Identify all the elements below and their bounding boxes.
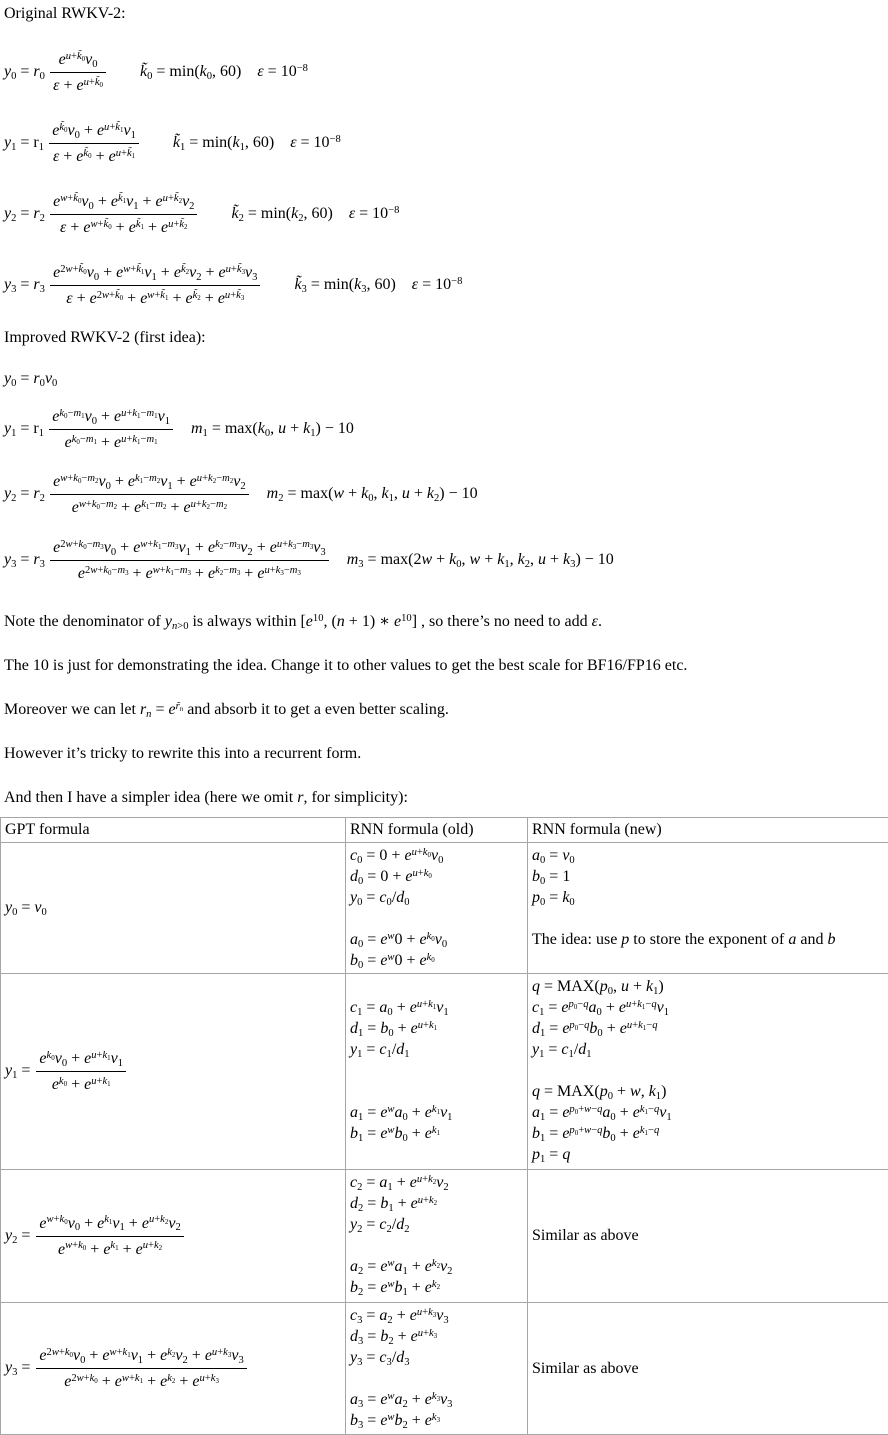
formula-original-y3: $y_3 = r_3$ $\frac{e^{2w+k̃_0}v_0 + e^{w+k̃_1}v_1 + e^{k̃_2}v_2 + e^{u+k̃_3}v_3}{\varepsilon + e^{2w+k̃_0} + e^{w+k̃_1} + e^{k̃_2} + e^{u+k̃_3}}$ $k̃_3 = \min(k_3$, 60) $\varepsilon = 10^{-8}$ bbox=[0, 261, 888, 310]
formula-line: $d_2 = b_1 + e^{u+k_2}$ bbox=[350, 1193, 523, 1214]
cell-old-y3 bbox=[346, 1303, 528, 1435]
formula-original-y2: $y_2 = r_2$ $\frac{e^{w+k̃_0}v_0 + e^{k̃_1}v_1 + e^{u+k̃_2}v_2}{\varepsilon + e^{w+k̃_0} + e^{k̃_1} + e^{u+k̃_2}}$ $k̃_2 = \min(k_2$, 60) $\varepsilon = 10^{-8}$ bbox=[0, 190, 888, 239]
formula-line: $d_1 = e^{p_0-q}b_0 + e^{u+k_1-q}$ bbox=[532, 1018, 884, 1039]
formula-improved-y3: $y_3 = r_3$ $\frac{e^{2w+k_0-m_3}v_0 + e^{w+k_1-m_3}v_1 + e^{k_2-m_3}v_2 + e^{u+k_3-m_3}v_3}{e^{2w+k_0-m_3} + e^{w+k_1-m_3} + e^{k_2-m_3} + e^{u+k_3-m_3}}$ $m_3 = \max(2w + k_0$, $w + k_1$, $k_2$, $u + k_3) - 10$ bbox=[0, 536, 888, 585]
header-gpt-formula: GPT formula bbox=[1, 818, 346, 843]
cell-old-y0 bbox=[346, 843, 528, 974]
formula-line: $a_3 = e^wa_2 + e^{k_3}v_3$ bbox=[350, 1389, 523, 1410]
formula-improved-y1: $y_1 = r_1$ $\frac{e^{k_0-m_1}v_0 + e^{u+k_1-m_1}v_1}{e^{k_0-m_1} + e^{u+k_1-m_1}}$ $m_1 = \max(k_0$, $u + k_1) - 10$ bbox=[0, 405, 888, 454]
formula-line bbox=[532, 1060, 884, 1081]
formula-line: $c_1 = a_0 + e^{u+k_1}v_1$ bbox=[350, 997, 523, 1018]
header-rnn-formula-old: RNN formula (old) bbox=[346, 818, 528, 843]
section-title-improved: Improved RWKV-2 (first idea): bbox=[0, 327, 888, 348]
cell-new-y0 bbox=[528, 843, 888, 974]
cell-old-y2 bbox=[346, 1170, 528, 1303]
formula-line: $d_1 = b_0 + e^{u+k_1}$ bbox=[350, 1018, 523, 1039]
formula-line bbox=[350, 1081, 523, 1102]
formula-line: $a_1 = e^{p_0+w-q}a_0 + e^{k_1-q}v_1$ bbox=[532, 1102, 884, 1123]
cell-new-y2: Similar as above bbox=[528, 1170, 888, 1303]
formula-line: $b_1 = e^{p_0+w-q}b_0 + e^{k_1-q}$ bbox=[532, 1123, 884, 1144]
table-row-y2 bbox=[1, 1170, 888, 1303]
table-row-y1 bbox=[1, 974, 888, 1170]
cell-gpt-y2: $y_2$ = $\frac{e^{w+k_0}v_0 + e^{k_1}v_1 + e^{u+k_2}v_2}{e^{w+k_0} + e^{k_1} + e^{u+k_2}}$ bbox=[1, 1170, 346, 1303]
formula-line bbox=[350, 1235, 523, 1256]
formula-line: $a_0 = e^w0 + e^{k_0}v_0$ bbox=[350, 929, 523, 950]
table-row-y3 bbox=[1, 1303, 888, 1435]
table-row-y0 bbox=[1, 843, 888, 974]
formula-improved-y2: $y_2 = r_2$ $\frac{e^{w+k_0-m_2}v_0 + e^{k_1-m_2}v_1 + e^{u+k_2-m_2}v_2}{e^{w+k_0-m_2} + e^{k_1-m_2} + e^{u+k_2-m_2}}$ $m_2 = \max(w + k_0$, $k_1$, $u + k_2) - 10$ bbox=[0, 470, 888, 519]
formula-line: $c_0 = 0 + e^{u+k_0}v_0$ bbox=[350, 845, 523, 866]
comparison-table bbox=[0, 817, 888, 1435]
note-denominator: Note the denominator of $y_{n>0}$ is always within [$e^{10}$, (n + 1) ∗ $e^{10}$] , so there’s no need to add ε. bbox=[0, 611, 888, 632]
formula-line: $y_3 = c_3/d_3$ bbox=[350, 1347, 523, 1368]
cell-gpt-y3: $y_3$ = $\frac{e^{2w+k_0}v_0 + e^{w+k_1}v_1 + e^{k_2}v_2 + e^{u+k_3}v_3}{e^{2w+k_0} + e^{w+k_1} + e^{k_2} + e^{u+k_3}}$ bbox=[1, 1303, 346, 1435]
formula-line: $a_0 = v_0$ bbox=[532, 845, 884, 866]
formula-line: $y_1 = c_1/d_1$ bbox=[532, 1039, 884, 1060]
formula-line: $p_1 = q$ bbox=[532, 1144, 884, 1165]
note-simpler-idea: And then I have a simpler idea (here we omit r, for simplicity): bbox=[0, 787, 888, 808]
formula-line: $b_3 = e^wb_2 + e^{k_3}$ bbox=[350, 1410, 523, 1431]
header-rnn-formula-new: RNN formula (new) bbox=[528, 818, 888, 843]
formula-line: $y_0 = c_0/d_0$ bbox=[350, 887, 523, 908]
formula-line: $c_3 = a_2 + e^{u+k_3}v_3$ bbox=[350, 1305, 523, 1326]
formula-line: $p_0 = k_0$ bbox=[532, 887, 884, 908]
formula-line: The idea: use p to store the exponent of a and b bbox=[532, 929, 884, 950]
formula-line: $b_0 = 1$ bbox=[532, 866, 884, 887]
formula-line bbox=[532, 908, 884, 929]
cell-old-y1 bbox=[346, 974, 528, 1170]
formula-line bbox=[350, 1060, 523, 1081]
formula-original-y1: $y_1 = r_1$ $\frac{e^{k̃_0}v_0 + e^{u+k̃_1}v_1}{\varepsilon + e^{k̃_0} + e^{u+k̃_1}}$ $k̃_1 = \min(k_1$, 60) $\varepsilon = 10^{-8}$ bbox=[0, 119, 888, 168]
formula-line: $q = MAX(p_0 + w$, $k_1$) bbox=[532, 1081, 884, 1102]
formula-line bbox=[350, 908, 523, 929]
cell-new-y3: Similar as above bbox=[528, 1303, 888, 1435]
formula-line: $d_0 = 0 + e^{u+k_0}$ bbox=[350, 866, 523, 887]
note-recurrent-form: However it’s tricky to rewrite this into a recurrent form. bbox=[0, 743, 888, 764]
section-title-original: Original RWKV-2: bbox=[0, 3, 888, 24]
formula-line: $c_2 = a_1 + e^{u+k_2}v_2$ bbox=[350, 1172, 523, 1193]
table-header-row bbox=[1, 818, 888, 843]
formula-line: $a_2 = e^wa_1 + e^{k_2}v_2$ bbox=[350, 1256, 523, 1277]
note-scale-demo: The 10 is just for demonstrating the idea. Change it to other values to get the best scale for BF16/FP16 etc. bbox=[0, 655, 888, 676]
formula-line: $b_0 = e^w0 + e^{k_0}$ bbox=[350, 950, 523, 971]
cell-new-y1 bbox=[528, 974, 888, 1170]
formula-line: $b_1 = e^wb_0 + e^{k_1}$ bbox=[350, 1123, 523, 1144]
cell-gpt-y1: $y_1$ = $\frac{e^{k_0}v_0 + e^{u+k_1}v_1}{e^{k_0} + e^{u+k_1}}$ bbox=[1, 974, 346, 1170]
formula-line: $d_3 = b_2 + e^{u+k_3}$ bbox=[350, 1326, 523, 1347]
formula-line bbox=[350, 976, 523, 997]
formula-line bbox=[350, 1368, 523, 1389]
formula-line: $b_2 = e^wb_1 + e^{k_2}$ bbox=[350, 1277, 523, 1298]
formula-line: $q = MAX(p_0$, $u + k_1$) bbox=[532, 976, 884, 997]
formula-improved-y0: $y_0 = r_0v_0$ bbox=[0, 368, 888, 389]
formula-line: $a_1 = e^wa_0 + e^{k_1}v_1$ bbox=[350, 1102, 523, 1123]
formula-line: $c_1 = e^{p_0-q}a_0 + e^{u+k_1-q}v_1$ bbox=[532, 997, 884, 1018]
formula-line: $y_1 = c_1/d_1$ bbox=[350, 1039, 523, 1060]
formula-original-y0: $y_0 = r_0$ $\frac{e^{u+k̃_0}v_0}{\varepsilon + e^{u+k̃_0}}$ $k̃_0 = \min(k_0$, 60) $\varepsilon = 10^{-8}$ bbox=[0, 48, 888, 97]
formula-line: $y_2 = c_2/d_2$ bbox=[350, 1214, 523, 1235]
note-absorb-r: Moreover we can let $r_n = e^{r̃_n}$ and absorb it to get a even better scaling. bbox=[0, 699, 888, 720]
cell-gpt-y0: $y_0 = v_0$ bbox=[1, 843, 346, 974]
